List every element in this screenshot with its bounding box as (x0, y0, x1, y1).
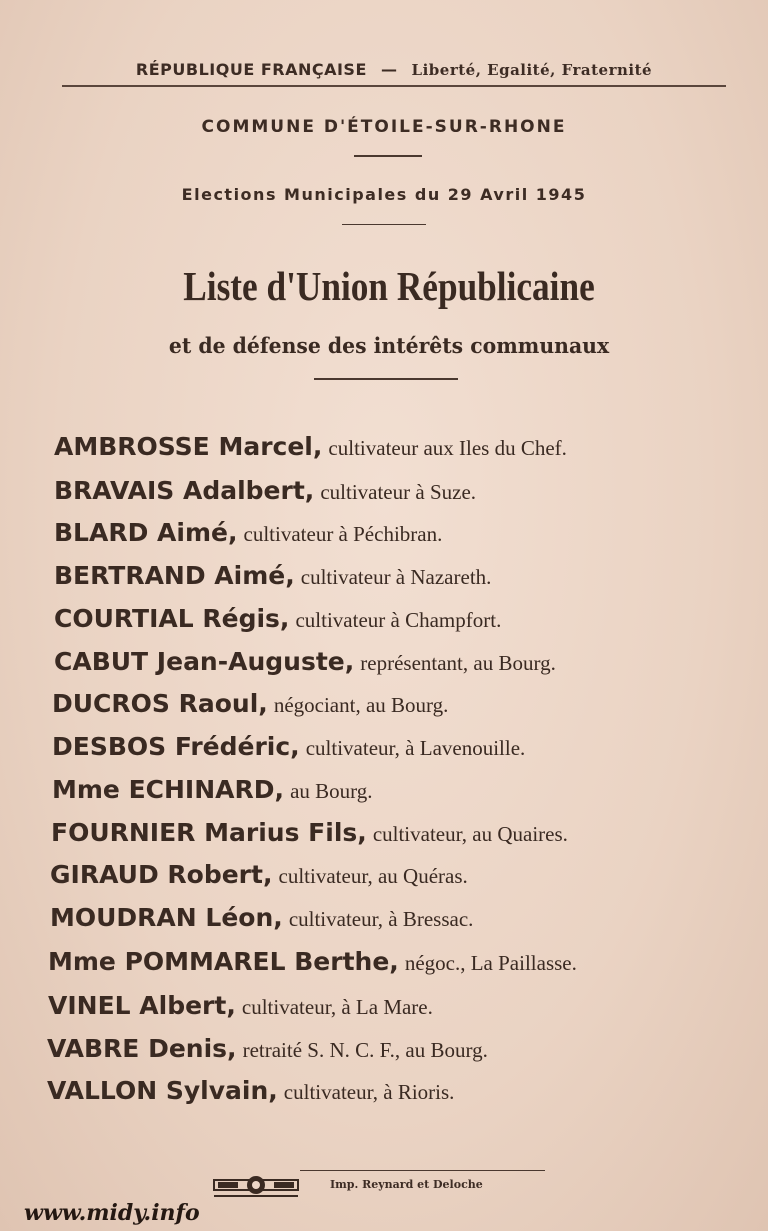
candidate-name: Mme POMMAREL Berthe, (48, 947, 399, 976)
candidate-description: représentant, au Bourg. (360, 651, 556, 675)
candidate-name: COURTIAL Régis, (54, 604, 290, 633)
candidate-row (52, 732, 525, 761)
candidate-description: cultivateur, à Lavenouille. (305, 736, 526, 760)
candidate-row (50, 860, 468, 889)
candidate-description: cultivateur, à La Mare. (241, 995, 433, 1019)
candidate-name: AMBROSSE Marcel, (54, 432, 323, 461)
candidate-row (50, 903, 473, 932)
candidate-row (54, 561, 491, 590)
candidate-name: Mme ECHINARD, (52, 775, 285, 804)
candidate-name: CABUT Jean-Auguste, (54, 647, 355, 676)
candidate-name: BLARD Aimé, (54, 518, 238, 547)
printer-divider (300, 1170, 545, 1171)
candidate-name: VINEL Albert, (48, 991, 236, 1020)
candidate-row (54, 604, 501, 633)
candidate-name: DUCROS Raoul, (52, 689, 268, 718)
candidate-row (52, 689, 448, 718)
candidate-description: cultivateur, au Quaires. (372, 822, 568, 846)
candidate-description: négoc., La Paillasse. (404, 951, 577, 975)
candidate-description: cultivateur, au Quéras. (278, 864, 468, 888)
candidate-name: FOURNIER Marius Fils, (51, 818, 367, 847)
candidate-row (54, 476, 476, 505)
candidate-name: DESBOS Frédéric, (52, 732, 300, 761)
candidate-name: VALLON Sylvain, (47, 1076, 278, 1105)
republic-motto: Liberté, Egalité, Fraternité (411, 61, 653, 79)
candidate-description: cultivateur, à Bressac. (288, 907, 474, 931)
candidate-row (54, 647, 556, 676)
elections-heading: Elections Municipales du 29 Avril 1945 (181, 185, 587, 204)
candidate-row (48, 947, 577, 976)
candidate-description: cultivateur à Champfort. (295, 608, 502, 632)
candidate-description: cultivateur aux Iles du Chef. (328, 436, 567, 460)
candidate-description: retraité S. N. C. F., au Bourg. (242, 1038, 488, 1062)
candidate-description: négociant, au Bourg. (273, 693, 449, 717)
candidate-row (54, 518, 442, 547)
candidate-description: cultivateur à Nazareth. (300, 565, 492, 589)
republic-label: RÉPUBLIQUE FRANÇAISE (135, 60, 367, 79)
candidate-row (48, 991, 433, 1020)
candidate-name: BRAVAIS Adalbert, (54, 476, 315, 505)
site-watermark: www.midy.info (24, 1200, 200, 1226)
candidate-row (52, 775, 373, 804)
candidate-row (54, 432, 567, 461)
printing-press-icon (212, 1168, 300, 1202)
candidate-row (47, 1076, 454, 1105)
commune-heading: COMMUNE D'ÉTOILE-SUR-RHONE (201, 117, 567, 137)
candidate-row (51, 818, 568, 847)
candidate-name: MOUDRAN Léon, (50, 903, 283, 932)
candidate-name: BERTRAND Aimé, (54, 561, 295, 590)
candidate-row (47, 1034, 488, 1063)
candidate-name: VABRE Denis, (47, 1034, 237, 1063)
list-subtitle: et de défense des intérêts communaux (168, 333, 610, 358)
list-title: Liste d'Union Républicaine (183, 263, 595, 309)
printer-credit: Imp. Reynard et Deloche (330, 1178, 483, 1191)
candidate-description: cultivateur à Suze. (320, 480, 477, 504)
candidate-description: au Bourg. (290, 779, 373, 803)
candidate-description: cultivateur à Péchibran. (243, 522, 443, 546)
candidate-name: GIRAUD Robert, (50, 860, 273, 889)
header-dash: — (380, 60, 398, 79)
candidate-description: cultivateur, à Rioris. (283, 1080, 455, 1104)
